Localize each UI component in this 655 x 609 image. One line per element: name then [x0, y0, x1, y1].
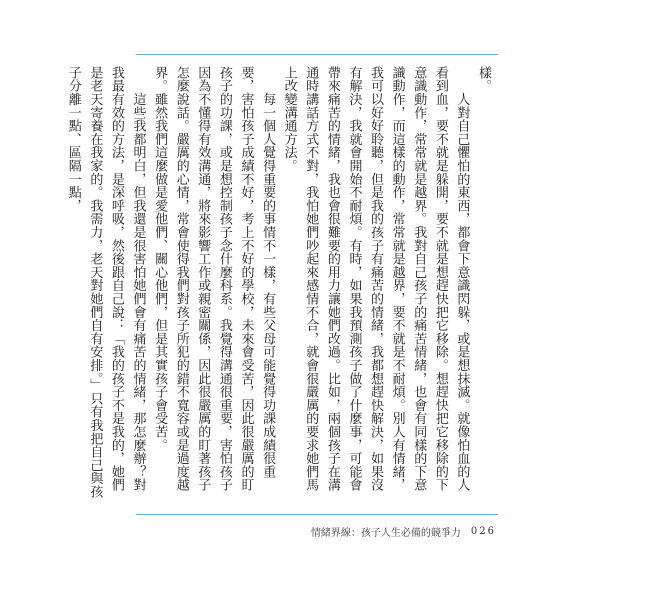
paragraph-2: 人對自己懼怕的東西，都會下意識閃躲，或是想抹滅。就像怕血的人看到血，要不就是躲開，要不就是想趕快把它移除。想趕快把它移除的下意識動作，常常就是越界。我對自己孩子的痛苦情緒，也會有同樣的下意識動作，而這樣的動作，常常就是越界，要不就是不耐煩。別人有情緒，我可以好好聆聽，但是我的孩子有痛苦的情緒，我都想趕快解決，如果沒有解決，我就會開始不耐煩。有時，如果我預測孩子做了什麼事，可能會帶來痛苦的情緒，我也會很難要的用力讓她們改過。比如，兩個孩子在溝通時講話方式不對，我怕她們吵起來感情不合，就會很嚴厲的要求她們馬上改變溝通方法。 — [281, 66, 470, 492]
paragraph-3: 每一個人覺得重要的事情不一樣，有些父母可能覺得功課成績很重要，害怕孩子成績不好，考上不好的學校，未來會受苦，因此很嚴厲的盯孩子的功課，或是想控制孩子念什麼科系。我覺得溝通很重要，害怕孩子因為不懂得有效溝通，將來影響工作或親密關係，因此很嚴厲的盯著孩子怎麼說話。嚴厲的心情，常會使得我們對孩子所犯的錯不寬容或是過度越界。雖然我們這麼做是愛他們、關心他們，但是其實孩子會受苦。 — [152, 66, 276, 492]
paragraph-1: 樣。 — [476, 66, 491, 93]
bottom-divider-line — [136, 514, 498, 515]
page-footer — [296, 524, 496, 539]
paragraph-4: 這些我都明白，但我還是很害怕她們會有痛苦的情緒，那怎麼辦？對我最有效的方法，是深呼吸，然後跟自己說：「我的孩子不是我的，她們是老天寄養在我家的。我需力，老天對她們自有安排。」只有我把自己與孩子分離一點、區隔一點， — [65, 66, 146, 499]
top-divider-line — [136, 54, 498, 55]
running-book-title: 情緒界線：孩子人生必備的競爭力 — [310, 528, 461, 539]
page-number: 026 — [470, 526, 496, 537]
vertical-body-text — [65, 66, 494, 504]
